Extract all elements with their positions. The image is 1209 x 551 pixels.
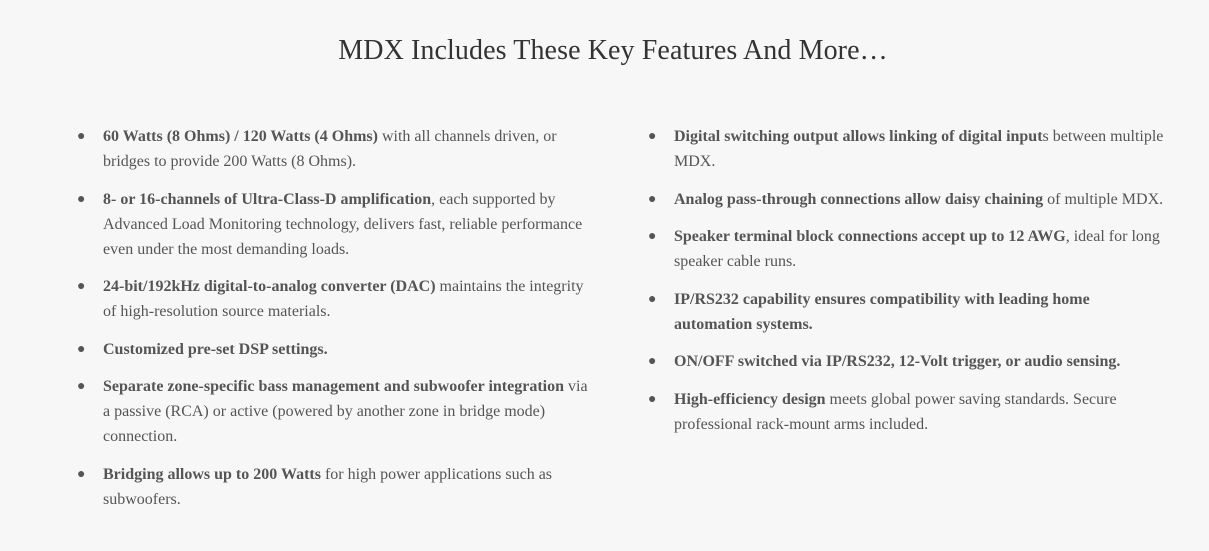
- bullet-icon: ●: [77, 379, 86, 394]
- feature-highlight: Bridging allows up to 200 Watts: [103, 465, 321, 483]
- bullet-icon: ●: [648, 229, 657, 244]
- feature-text: of multiple MDX.: [1043, 190, 1164, 208]
- page-title: MDX Includes These Key Features And More…: [338, 35, 888, 66]
- bullet-icon: ●: [648, 129, 657, 144]
- features-list-right: [648, 124, 1168, 449]
- feature-highlight: Speaker terminal block connections accept up to 12 AWG: [674, 228, 1066, 245]
- feature-text: via a passive (RCA) or active (powered by another zone in bridge mode) connection.: [103, 378, 588, 445]
- feature-item: [77, 124, 597, 174]
- feature-item: [648, 187, 1168, 212]
- bullet-icon: ●: [648, 291, 657, 307]
- feature-item: [648, 287, 1168, 337]
- feature-text: , each supported by Advanced Load Monitoring technology, delivers fast, reliable performance even under the most demanding loads.: [103, 190, 583, 258]
- bullet-icon: ●: [77, 191, 86, 207]
- feature-highlight: Analog pass-through connections allow daisy chaining: [674, 190, 1044, 208]
- feature-highlight: IP/RS232 capability ensures compatibility with leading home automation systems.: [674, 290, 1090, 333]
- feature-item: [77, 274, 597, 324]
- feature-highlight: Digital switching output allows linking of digital input: [674, 128, 1043, 145]
- feature-item: [648, 349, 1168, 374]
- feature-text: maintains the integrity of high-resolution source materials.: [103, 278, 584, 320]
- feature-item: [77, 337, 597, 362]
- bullet-icon: ●: [77, 279, 86, 294]
- bullet-icon: ●: [648, 191, 657, 207]
- feature-text: with all channels driven, or bridges to provide 200 Watts (8 Ohms).: [103, 128, 557, 170]
- bullet-icon: ●: [77, 466, 86, 482]
- feature-highlight: Customized pre-set DSP settings.: [103, 340, 328, 358]
- feature-highlight: 60 Watts (8 Ohms) / 120 Watts (4 Ohms): [103, 128, 378, 145]
- feature-item: [648, 224, 1168, 274]
- bullet-icon: ●: [77, 129, 86, 144]
- feature-item: [648, 124, 1168, 174]
- features-list-left: [77, 124, 597, 524]
- bullet-icon: ●: [648, 354, 657, 369]
- feature-item: [77, 462, 597, 512]
- feature-highlight: 8- or 16-channels of Ultra-Class-D amplification: [103, 190, 432, 208]
- feature-highlight: 24-bit/192kHz digital-to-analog converter (DAC): [103, 278, 436, 295]
- feature-item: [648, 387, 1168, 437]
- bullet-icon: ●: [77, 341, 86, 357]
- feature-highlight: ON/OFF switched via IP/RS232, 12-Volt trigger, or audio sensing.: [674, 353, 1121, 370]
- feature-text: , ideal for long speaker cable runs.: [674, 228, 1160, 270]
- feature-item: [77, 374, 597, 449]
- feature-text: for high power applications such as subwoofers.: [103, 465, 553, 508]
- feature-item: [77, 187, 597, 262]
- bullet-icon: ●: [648, 391, 657, 407]
- feature-highlight: High-efficiency design: [674, 390, 826, 408]
- feature-highlight: Separate zone-specific bass management and subwoofer integration: [103, 378, 565, 395]
- feature-text: s between multiple MDX.: [674, 128, 1164, 170]
- feature-text: meets global power saving standards. Secure professional rack-mount arms included.: [674, 390, 1117, 433]
